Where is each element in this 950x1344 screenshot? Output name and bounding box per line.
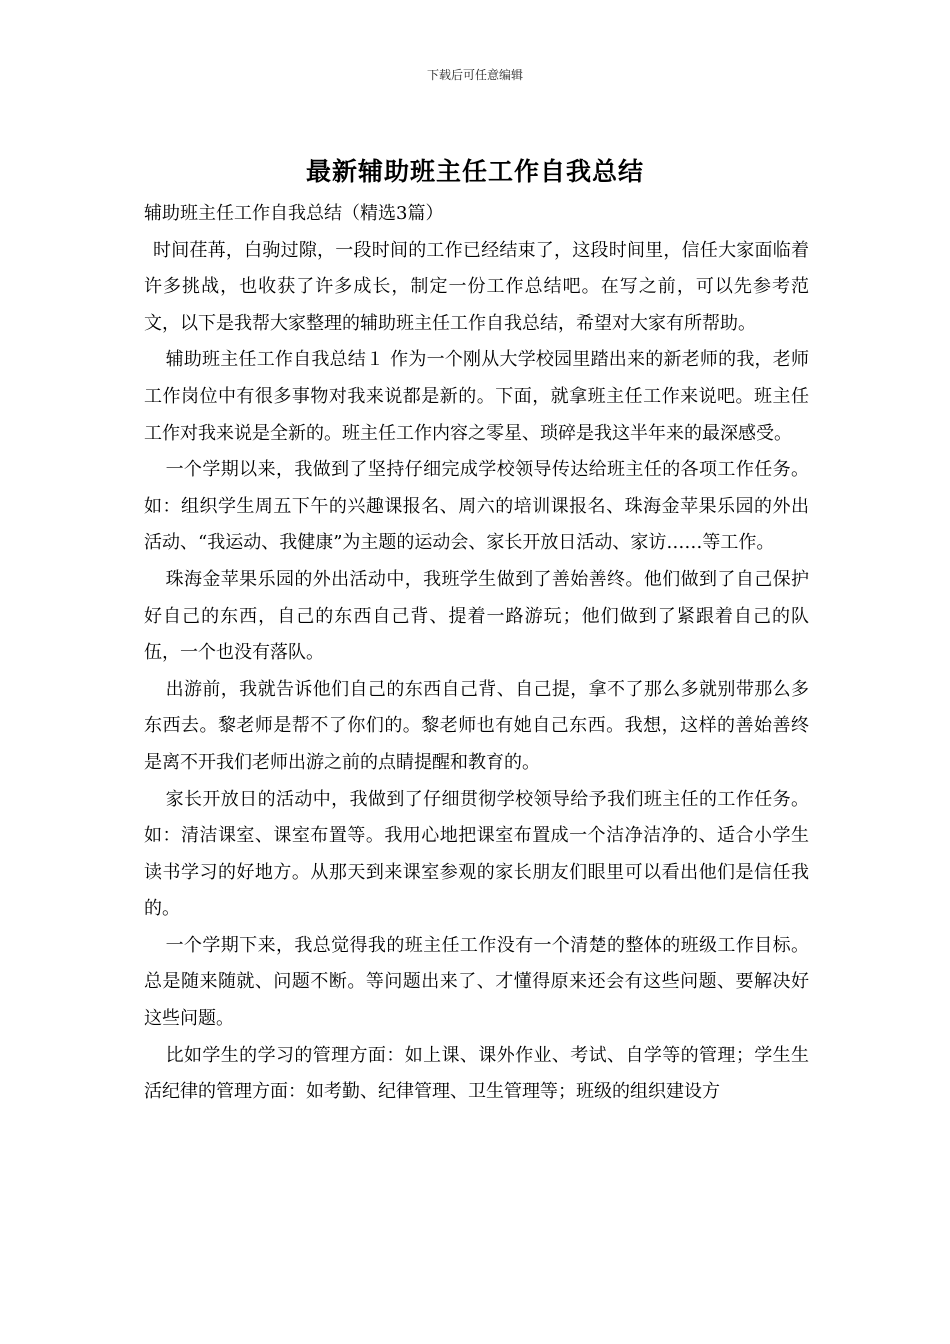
document-subtitle: 辅助班主任工作自我总结（精选3篇） (144, 203, 444, 224)
paragraph: 珠海金苹果乐园的外出活动中，我班学生做到了善始善终。他们做到了自己保护好自己的东西，自己的东西自己背、提着一路游玩；他们做到了紧跟着自己的队伍，一个也没有落队。 (144, 568, 809, 664)
header-note: 下载后可任意编辑 (426, 68, 523, 82)
paragraph: 比如学生的学习的管理方面：如上课、课外作业、考试、自学等的管理；学生生活纪律的管理方面：如考勤、纪律管理、卫生管理等；班级的组织建设方 (144, 1044, 809, 1103)
paragraph: 家长开放日的活动中，我做到了仔细贯彻学校领导给予我们班主任的工作任务。如：清洁课室、课室布置等。我用心地把课室布置成一个洁净洁净的、适合小学生读书学习的好地方。从那天到来课室参观的家长朋友们眼里可以看出他们是信任我的。 (144, 788, 809, 920)
paragraph: 辅助班主任工作自我总结１ 作为一个刚从大学校园里踏出来的新老师的我，老师工作岗位中有很多事物对我来说都是新的。下面，就拿班主任工作来说吧。班主任工作对我来说是全新的。班主任工作内容之零星、琐碎是我这半年来的最深感受。 (144, 349, 809, 444)
paragraph: 出游前，我就告诉他们自己的东西自己背、自己提，拿不了那么多就别带那么多东西去。黎老师是帮不了你们的。黎老师也有她自己东西。我想，这样的善始善终是离不开我们老师出游之前的点睛提醒和教育的。 (144, 678, 809, 773)
document-body (144, 196, 809, 1111)
paragraph: 一个学期以来，我做到了坚持仔细完成学校领导传达给班主任的各项工作任务。如：组织学生周五下午的兴趣课报名、周六的培训课报名、珠海金苹果乐园的外出活动、“我运动、我健康”为主题的运动会、家长开放日活动、家访……等工作。 (144, 459, 809, 554)
document-title: 最新辅助班主任工作自我总结 (305, 157, 644, 186)
paragraph: 一个学期下来，我总觉得我的班主任工作没有一个清楚的整体的班级工作目标。总是随来随就、问题不断。等问题出来了、才懂得原来还会有这些问题、要解决好这些问题。 (144, 934, 809, 1030)
paragraph-intro: 时间荏苒，白驹过隙，一段时间的工作已经结束了，这段时间里，信任大家面临着许多挑战，也收获了许多成长，制定一份工作总结吧。在写之前，可以先参考范文，以下是我帮大家整理的辅助班主任工作自我总结，希望对大家有所帮助。 (144, 239, 809, 334)
